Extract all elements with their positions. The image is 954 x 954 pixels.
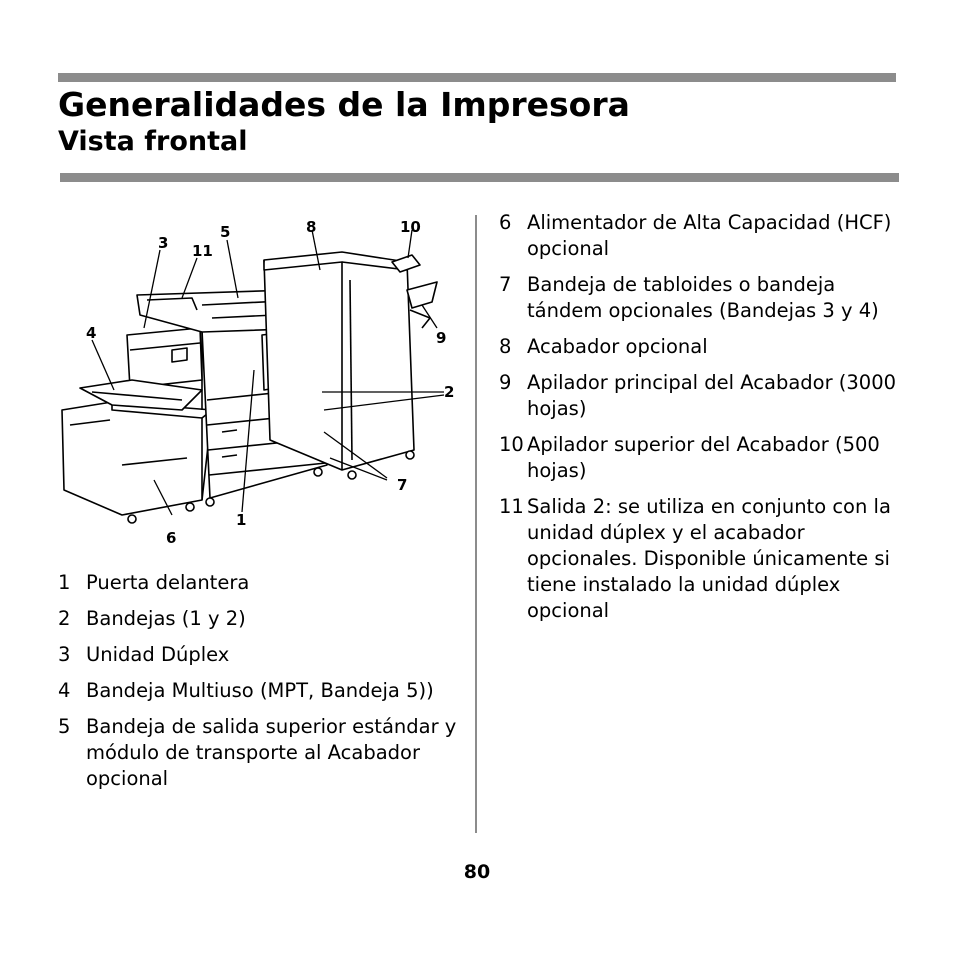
finisher-drawing [264, 252, 414, 479]
list-item [499, 494, 899, 624]
right-legend-list [499, 210, 899, 634]
item-number: 8 [499, 335, 512, 358]
callout-4: 4 [86, 324, 97, 342]
item-text: Bandeja Multiuso (MPT, Bandeja 5)) [86, 679, 434, 702]
list-item [58, 678, 468, 704]
callout-9: 9 [436, 329, 447, 347]
item-text: Apilador principal del Acabador (3000 hojas) [527, 371, 897, 420]
list-item [58, 570, 468, 596]
hcf-unit-drawing [62, 402, 212, 523]
page-number: 80 [463, 861, 491, 883]
item-text: Acabador opcional [527, 335, 708, 358]
item-number: 7 [499, 273, 512, 296]
item-number: 6 [499, 211, 512, 234]
list-item [499, 210, 899, 262]
list-item [58, 606, 468, 632]
item-number: 5 [58, 715, 71, 738]
duplex-unit-drawing [127, 328, 202, 388]
callout-1: 1 [236, 511, 247, 529]
item-number: 10 [499, 433, 524, 456]
item-text: Alimentador de Alta Capacidad (HCF) opcional [527, 211, 892, 260]
page-subtitle: Vista frontal [58, 126, 248, 157]
header-top-rule [58, 73, 896, 82]
list-item [499, 272, 899, 324]
item-text: Unidad Dúplex [86, 643, 230, 666]
list-item [499, 334, 899, 360]
item-text: Apilador superior del Acabador (500 hojas) [527, 433, 880, 482]
callout-2: 2 [444, 383, 455, 401]
list-item [499, 432, 899, 484]
callout-11: 11 [192, 242, 213, 260]
printer-front-view-illustration [52, 210, 472, 555]
item-number: 1 [58, 571, 71, 594]
callout-5: 5 [220, 223, 231, 241]
column-divider [475, 215, 477, 833]
list-item [58, 642, 468, 668]
left-legend-list [58, 570, 468, 802]
callout-3: 3 [158, 234, 169, 252]
item-number: 4 [58, 679, 71, 702]
list-item [499, 370, 899, 422]
item-number: 11 [499, 495, 524, 518]
item-text: Bandejas (1 y 2) [86, 607, 246, 630]
callout-10: 10 [400, 218, 421, 236]
item-text: Salida 2: se utiliza en conjunto con la unidad dúplex y el acabador opcionales. Disponible únicamente si tiene instalado la unidad dúplex opcional [527, 495, 891, 622]
list-item [58, 714, 468, 792]
item-text: Bandeja de salida superior estándar y módulo de transporte al Acabador opcional [86, 715, 457, 790]
page-title: Generalidades de la Impresora [58, 85, 630, 124]
item-text: Bandeja de tabloides o bandeja tándem opcionales (Bandejas 3 y 4) [527, 273, 879, 322]
item-number: 3 [58, 643, 71, 666]
callout-7: 7 [397, 476, 408, 494]
item-number: 9 [499, 371, 512, 394]
item-number: 2 [58, 607, 71, 630]
header-bottom-rule [60, 173, 899, 182]
item-text: Puerta delantera [86, 571, 250, 594]
callout-6: 6 [166, 529, 177, 547]
callout-8: 8 [306, 218, 317, 236]
